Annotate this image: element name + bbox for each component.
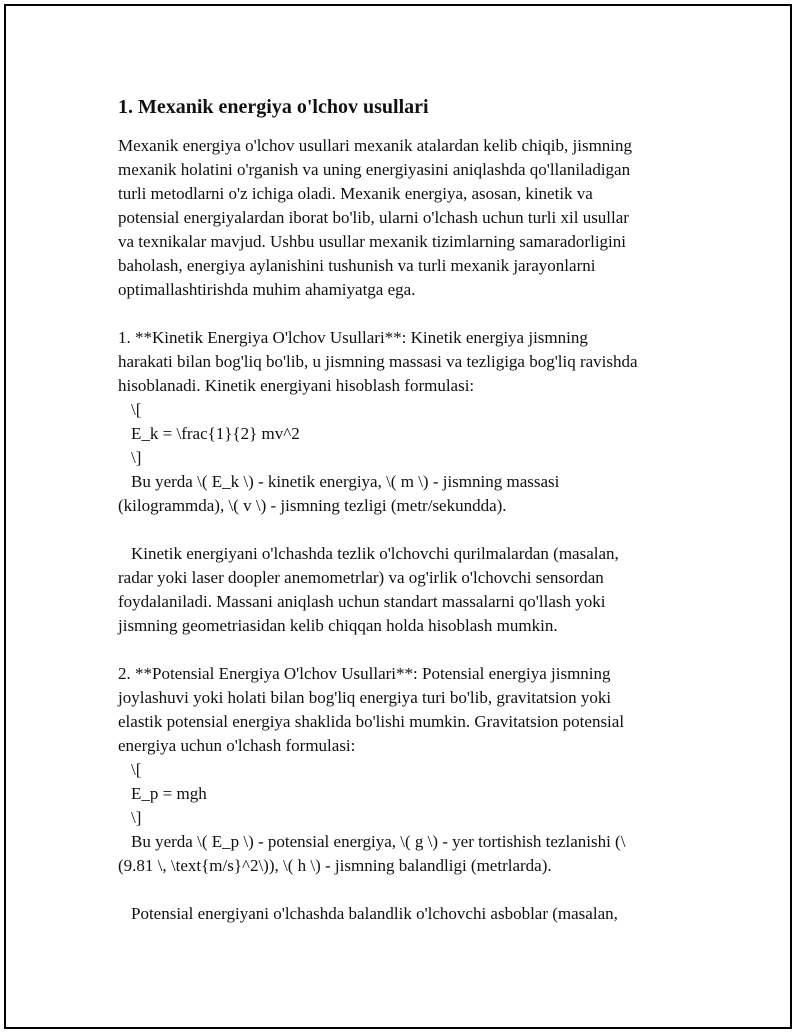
- kinetic-section: [118, 326, 688, 638]
- text-line: (kilogrammda), \( v \) - jismning tezligi (metr/sekundda).: [118, 496, 507, 515]
- formula-open: \[: [131, 400, 142, 419]
- text-line: turli metodlarni o'z ichiga oladi. Mexanik energiya, asosan, kinetik va: [118, 184, 593, 203]
- text-line: radar yoki laser doopler anemometrlar) va og'irlik o'lchovchi sensordan: [118, 568, 604, 587]
- text-line: elastik potensial energiya shaklida bo'lishi mumkin. Gravitatsion potensial: [118, 712, 625, 731]
- text-line: (9.81 \, \text{m/s}^2\)), \( h \) - jismning balandligi (metrlarda).: [118, 856, 552, 875]
- text-line: 2. **Potensial Energiya O'lchov Usullari**: Potensial energiya jismning: [118, 664, 611, 683]
- formula-close: \]: [131, 448, 142, 467]
- potential-formula: E_p = mgh: [131, 784, 207, 803]
- text-line: harakati bilan bog'liq bo'lib, u jismning massasi va tezligiga bog'liq ravishda: [118, 352, 638, 371]
- formula-open: \[: [131, 760, 142, 779]
- text-line: Kinetik energiyani o'lchashda tezlik o'lchovchi qurilmalardan (masalan,: [131, 544, 619, 563]
- text-line: Potensial energiyani o'lchashda balandlik o'lchovchi asboblar (masalan,: [131, 904, 618, 923]
- text-line: hisoblanadi. Kinetik energiyani hisoblash formulasi:: [118, 376, 475, 395]
- text-line: va texnikalar mavjud. Ushbu usullar mexanik tizimlarning samaradorligini: [118, 232, 626, 251]
- text-line: Bu yerda \( E_k \) - kinetik energiya, \( m \) - jismning massasi: [131, 472, 560, 491]
- text-line: foydalaniladi. Massani aniqlash uchun standart massalarni qo'llash yoki: [118, 592, 606, 611]
- text-line: joylashuvi yoki holati bilan bog'liq energiya turi bo'lib, gravitatsion yoki: [118, 688, 612, 707]
- text-line: Bu yerda \( E_p \) - potensial energiya, \( g \) - yer tortishish tezlanishi (\: [131, 832, 626, 851]
- text-line: optimallashtirishda muhim ahamiyatga ega.: [118, 280, 416, 299]
- kinetic-formula: E_k = \frac{1}{2} mv^2: [131, 424, 300, 443]
- intro-paragraph: [118, 134, 688, 302]
- document-body: [118, 94, 688, 926]
- text-line: potensial energiyalardan iborat bo'lib, ularni o'lchash uchun turli xil usullar: [118, 208, 629, 227]
- text-line: 1. **Kinetik Energiya O'lchov Usullari**: Kinetik energiya jismning: [118, 328, 588, 347]
- text-line: Mexanik energiya o'lchov usullari mexanik atalardan kelib chiqib, jismning: [118, 136, 633, 155]
- text-line: energiya uchun o'lchash formulasi:: [118, 736, 356, 755]
- text-line: jismning geometriasidan kelib chiqqan holda hisoblash mumkin.: [118, 616, 558, 635]
- text-line: mexanik holatini o'rganish va uning energiyasini aniqlashda qo'llaniladigan: [118, 160, 631, 179]
- text-line: baholash, energiya aylanishini tushunish va turli mexanik jarayonlarni: [118, 256, 596, 275]
- formula-close: \]: [131, 808, 142, 827]
- potential-section: [118, 662, 688, 926]
- section-heading: 1. Mexanik energiya o'lchov usullari: [118, 96, 429, 118]
